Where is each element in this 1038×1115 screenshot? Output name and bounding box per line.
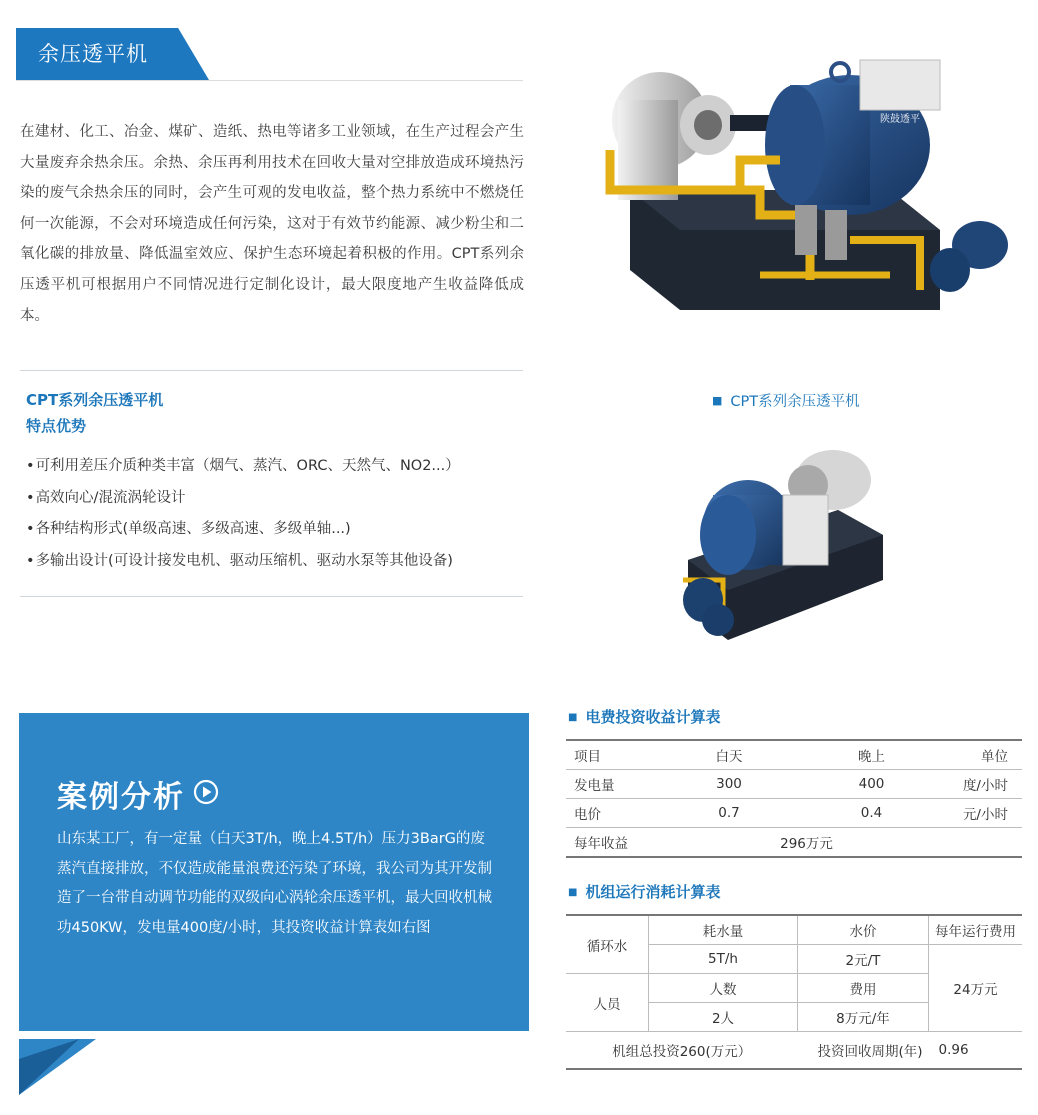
table-header-cell: 人数 (649, 974, 798, 1003)
table-cell: 2元/T (798, 945, 929, 974)
table-row (566, 740, 1022, 770)
table-header-cell: 费用 (798, 974, 929, 1003)
table-header-cell: 耗水量 (649, 915, 798, 945)
table-header-cell: 项目 (566, 740, 664, 770)
turbine-machine-image-large (590, 40, 1030, 340)
table-cell: 度/小时 (949, 770, 1022, 799)
table-cell: 400 (794, 770, 949, 799)
intro-paragraph: 在建材、化工、冶金、煤矿、造纸、热电等诸多工业领域，在生产过程会产生大量废弃余热余压。余热、余压再利用技术在回收大量对空排放造成环境热污染的废气余热余压的同时，会产生可观的发电收益，整个热力系统中不燃烧任何一次能源，不会对环境造成任何污染，这对于有效节约能源、减少粉尘和二氧化碳的排放量、降低温室效应、保护生态环境起着积极的作用。CPT系列余压透平机可根据用户不同情况进行定制化设计，最大限度地产生收益降低成本。 (20, 124, 524, 324)
case-title: 案例分析 (57, 780, 185, 815)
machine-nameplate: 陕鼓透平 (880, 114, 920, 125)
table-cell: 8万元/年 (798, 1003, 929, 1032)
table-cell: 2人 (649, 1003, 798, 1032)
total-investment: 机组总投资260(万元） (566, 1032, 798, 1070)
table1-title: 电费投资收益计算表 (585, 708, 721, 726)
annual-revenue-value: 296万元 (780, 836, 833, 852)
table-row (566, 915, 1022, 945)
table-cell: 电价 (566, 799, 664, 828)
table-header-cell: 白天 (664, 740, 794, 770)
table-cell: 0.7 (664, 799, 794, 828)
image-caption (712, 390, 860, 411)
operating-cost-table (566, 914, 1022, 1070)
page-title: 余压透平机 (38, 42, 148, 66)
revenue-table (566, 739, 1022, 858)
table-header-cell: 水价 (798, 915, 929, 945)
table-header-cell: 每年运行费用 (929, 915, 1023, 945)
circulating-water-label: 循环水 (566, 915, 649, 974)
case-description: 山东某工厂，有一定量（白天3T/h，晚上4.5T/h）压力3BarG的废蒸汽直接排放，不仅造成能量浪费还污染了环境，我公司为其开发制造了一台带自动调节功能的双级向心涡轮余压透平机，最大回收机械功450KW，发电量400度/小时，其投资收益计算表如右图 (57, 831, 492, 936)
features-heading-line1: CPT系列余压透平机 (26, 391, 164, 409)
features-list (26, 451, 526, 577)
table-cell: 5T/h (649, 945, 798, 974)
table1-heading (568, 706, 720, 727)
feature-item: • 各种结构形式(单级高速、多级高速、多级单轴...) (26, 514, 526, 546)
table-header-cell: 晚上 (794, 740, 949, 770)
features-heading-line2: 特点优势 (26, 417, 87, 435)
section-divider-bottom (20, 596, 523, 597)
image-caption-text: CPT系列余压透平机 (730, 394, 860, 410)
table-row (566, 799, 1022, 828)
table-row (566, 828, 1022, 858)
table-cell: 300 (664, 770, 794, 799)
feature-item: • 多输出设计(可设计接发电机、驱动压缩机、驱动水泵等其他设备) (26, 546, 526, 578)
payback-label: 投资回收周期(年) (798, 1032, 929, 1070)
title-divider (16, 80, 523, 81)
bullet-dot: ■ (568, 712, 578, 723)
table-cell: 0.4 (794, 799, 949, 828)
table-row (566, 1032, 1022, 1070)
table-cell: 元/小时 (949, 799, 1022, 828)
table-cell: 发电量 (566, 770, 664, 799)
staff-label: 人员 (566, 974, 649, 1032)
features-heading (26, 387, 163, 439)
feature-item: • 可利用差压介质种类丰富（烟气、蒸汽、ORC、天然气、NO2...） (26, 451, 526, 483)
bullet-dot: ■ (712, 394, 723, 407)
bullet-dot: ■ (568, 887, 578, 898)
turbine-machine-image-small (668, 440, 888, 650)
annual-cost-value: 24万元 (929, 945, 1023, 1032)
annual-revenue-label: 每年收益 (574, 836, 628, 852)
play-circle-icon[interactable] (193, 779, 219, 805)
payback-value: 0.96 (929, 1032, 1023, 1070)
table-header-cell: 单位 (949, 740, 1022, 770)
table2-heading (568, 881, 720, 902)
table2-title: 机组运行消耗计算表 (585, 883, 721, 901)
table-row (566, 770, 1022, 799)
feature-item: • 高效向心/混流涡轮设计 (26, 483, 526, 515)
corner-triangle-decoration (19, 1039, 96, 1095)
section-divider-top (20, 370, 523, 371)
